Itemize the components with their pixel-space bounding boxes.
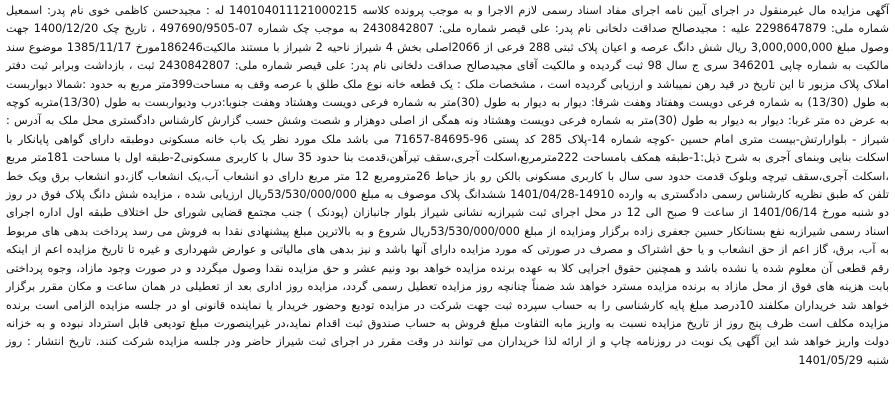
auction-notice-text: آگهی مزایده مال غیرمنقول در اجرای آیین نامه اجرای مفاد اسناد رسمی لازم الاجرا و به موجب پرونده کلاسه 140104011121000215 له : مجیدحسن کاظمی خوی نام پدر: اسمعیل شماره ملی: 2298647879 علیه : مجیدصالح صداقت دلخانی نام پدر: علی قیصر شماره ملی: 2430842807 به موجب چک شماره 07-497690/9505 ، تاریخ چک 1400/12/20 جهت وصول مبلغ 3,000,000,000 ریال شش دانگ عرصه و اعیان پلاک ثبتی 288 فرعی از 2066اصلی بخش 4 شیراز ناحیه 2 شیراز با مستند مالکیت186246مورخ 1385/11/17 موضوع سند مالکیت به شماره چاپی 346201 سری ج سال 98 ثبت گردیده و مالکیت آقای مجیدصالح صداقت دلخانی نام پدر: علی قیصر شماره ملی: 2430842807 ثبت ، بازداشت وبرابر ثبت دفتر املاک پلاک مزبور تا این تاریخ در قید رهن نمیباشد و ارزیابی گردیده است ، مشخصات ملک : یک قطعه خانه نوع ملک طلق با عرصه وقف به مساحت399متر مربع به حدود :شمالا دیواربست به طول (13/30) به شماره فرعی دویست وهفتاد وهفت شرقا: دیوار به دیوار به طول (30)متر به شماره فرعی دویست وهشتاد وهفت جنوبا:درب ودیواربست به طول (13/30)متربه کوچه به عرض ده متر غربا: دیوار به دیوار به طول (30)متر به شماره فرعی دویست وهشتاد ونه همگی از اصلی دوهزار و شصت وشش حسب گزارش کارشناس دادگستری محل ملک به آدرس : شیراز - بلوارارتش-بیست متری امام حسین -کوچه شماره 14-پلاک 285 کد پستی 96-84695-71657 می باشد ملک مورد نظر یک باب خانه مسکونی دوطبقه دارای گواهی پایانکار با اسکلت بنایی وبنمای آجری به شرح ذیل:1-طبقه همکف بامساحت 222مترمربع،اسکلت آجری،سقف تیرآهن،قدمت بنا حدود 35 سال با کاربری مسکونی2-طبقه اول با مساحت 181متر مربع ،اسکلت آجری،سقف تیرچه وبلوک قدمت حدود سی سال با کاربری مسکونی بالکن رو باز حیاط 26مترومربع 12 متر مربع دارای دو انشعاب آب،یک انشعاب گاز،دو انشعاب برق ویک خط تلفن که طبق نظریه کارشناس رسمی دادگستری به وارده 14910-1401/04/28 ششدانگ پلاک موصوف به مبلغ 53/530/000/000ریال ارزیابی شده ، مزایده شش دانگ پلاک فوق در روز دو شنبه مورخ 1401/06/14 از ساعت 9 صبح الی 12 در محل اجرای ثبت شیرازبه نشانی شیراز بلوار جانبازان (پودنک ) جنب مجتمع قضایی شورای حل اختلاف طبقه اول اداره اجرای اسناد رسمی شیرازبه نفع بستانکار حسین جعفری زاده برگزار ومزایده از مبلغ 53/530/000/000ریال شروع و به بالاترین مبلغ پیشنهادی نقدا به فروش می رسد پرداخت بدهی های مربوط به آب، برق، گاز اعم از حق انشعاب و یا حق اشتراک و مصرف در صورتی که مورد مزایده دارای آنها باشد و نیز بدهی های مالیاتی و عوارض شهرداری و غیره تا تاریخ مزایده اعم از اینکه رقم قطعی آن معلوم شده یا نشده باشد و همچنین حقوق اجرایی کلا به عهده برنده مزایده خواهد بود ونیم عشر و حق مزایده نقدا وصول میگردد و در صورت وجود مازاد، وجوه پرداختی بابت هزینه های فوق از محل مازاد به برنده مزایده مسترد خواهد شد ضمناً چنانچه روز مزایده تعطیل رسمی گردد، مزایده روز اداری بعد از تعطیلی در همان ساعت و مکان مقرر برگزار خواهد شد خریداران مکلفند 10درصد مبلغ پایه کارشناسی را به حساب سپرده ثبت جهت شرکت در مزایده تودیع وحضور خریدار یا نماینده قانونی او در جلسه مزایده الزامی است برنده مزایده مکلف است ظرف پنج روز از تاریخ مزایده نسبت به واریز مابه التفاوت مبلغ فروش به حساب صندوق ثبت اقدام نماید،در غیراینصورت مبلغ تودیعی قابل استرداد نبوده و به خزانه دولت واریز خواهد شد این آگهی یک نوبت در روزنامه چاپ و از ارائه لذا خریداران می توانند در وقت مقرر در اجرای ثبت شیراز حاضر ودر جلسه مزایده شرکت کنند. تاریخ انتشار : روز شنبه 1401/05/29 [6,4,890,367]
